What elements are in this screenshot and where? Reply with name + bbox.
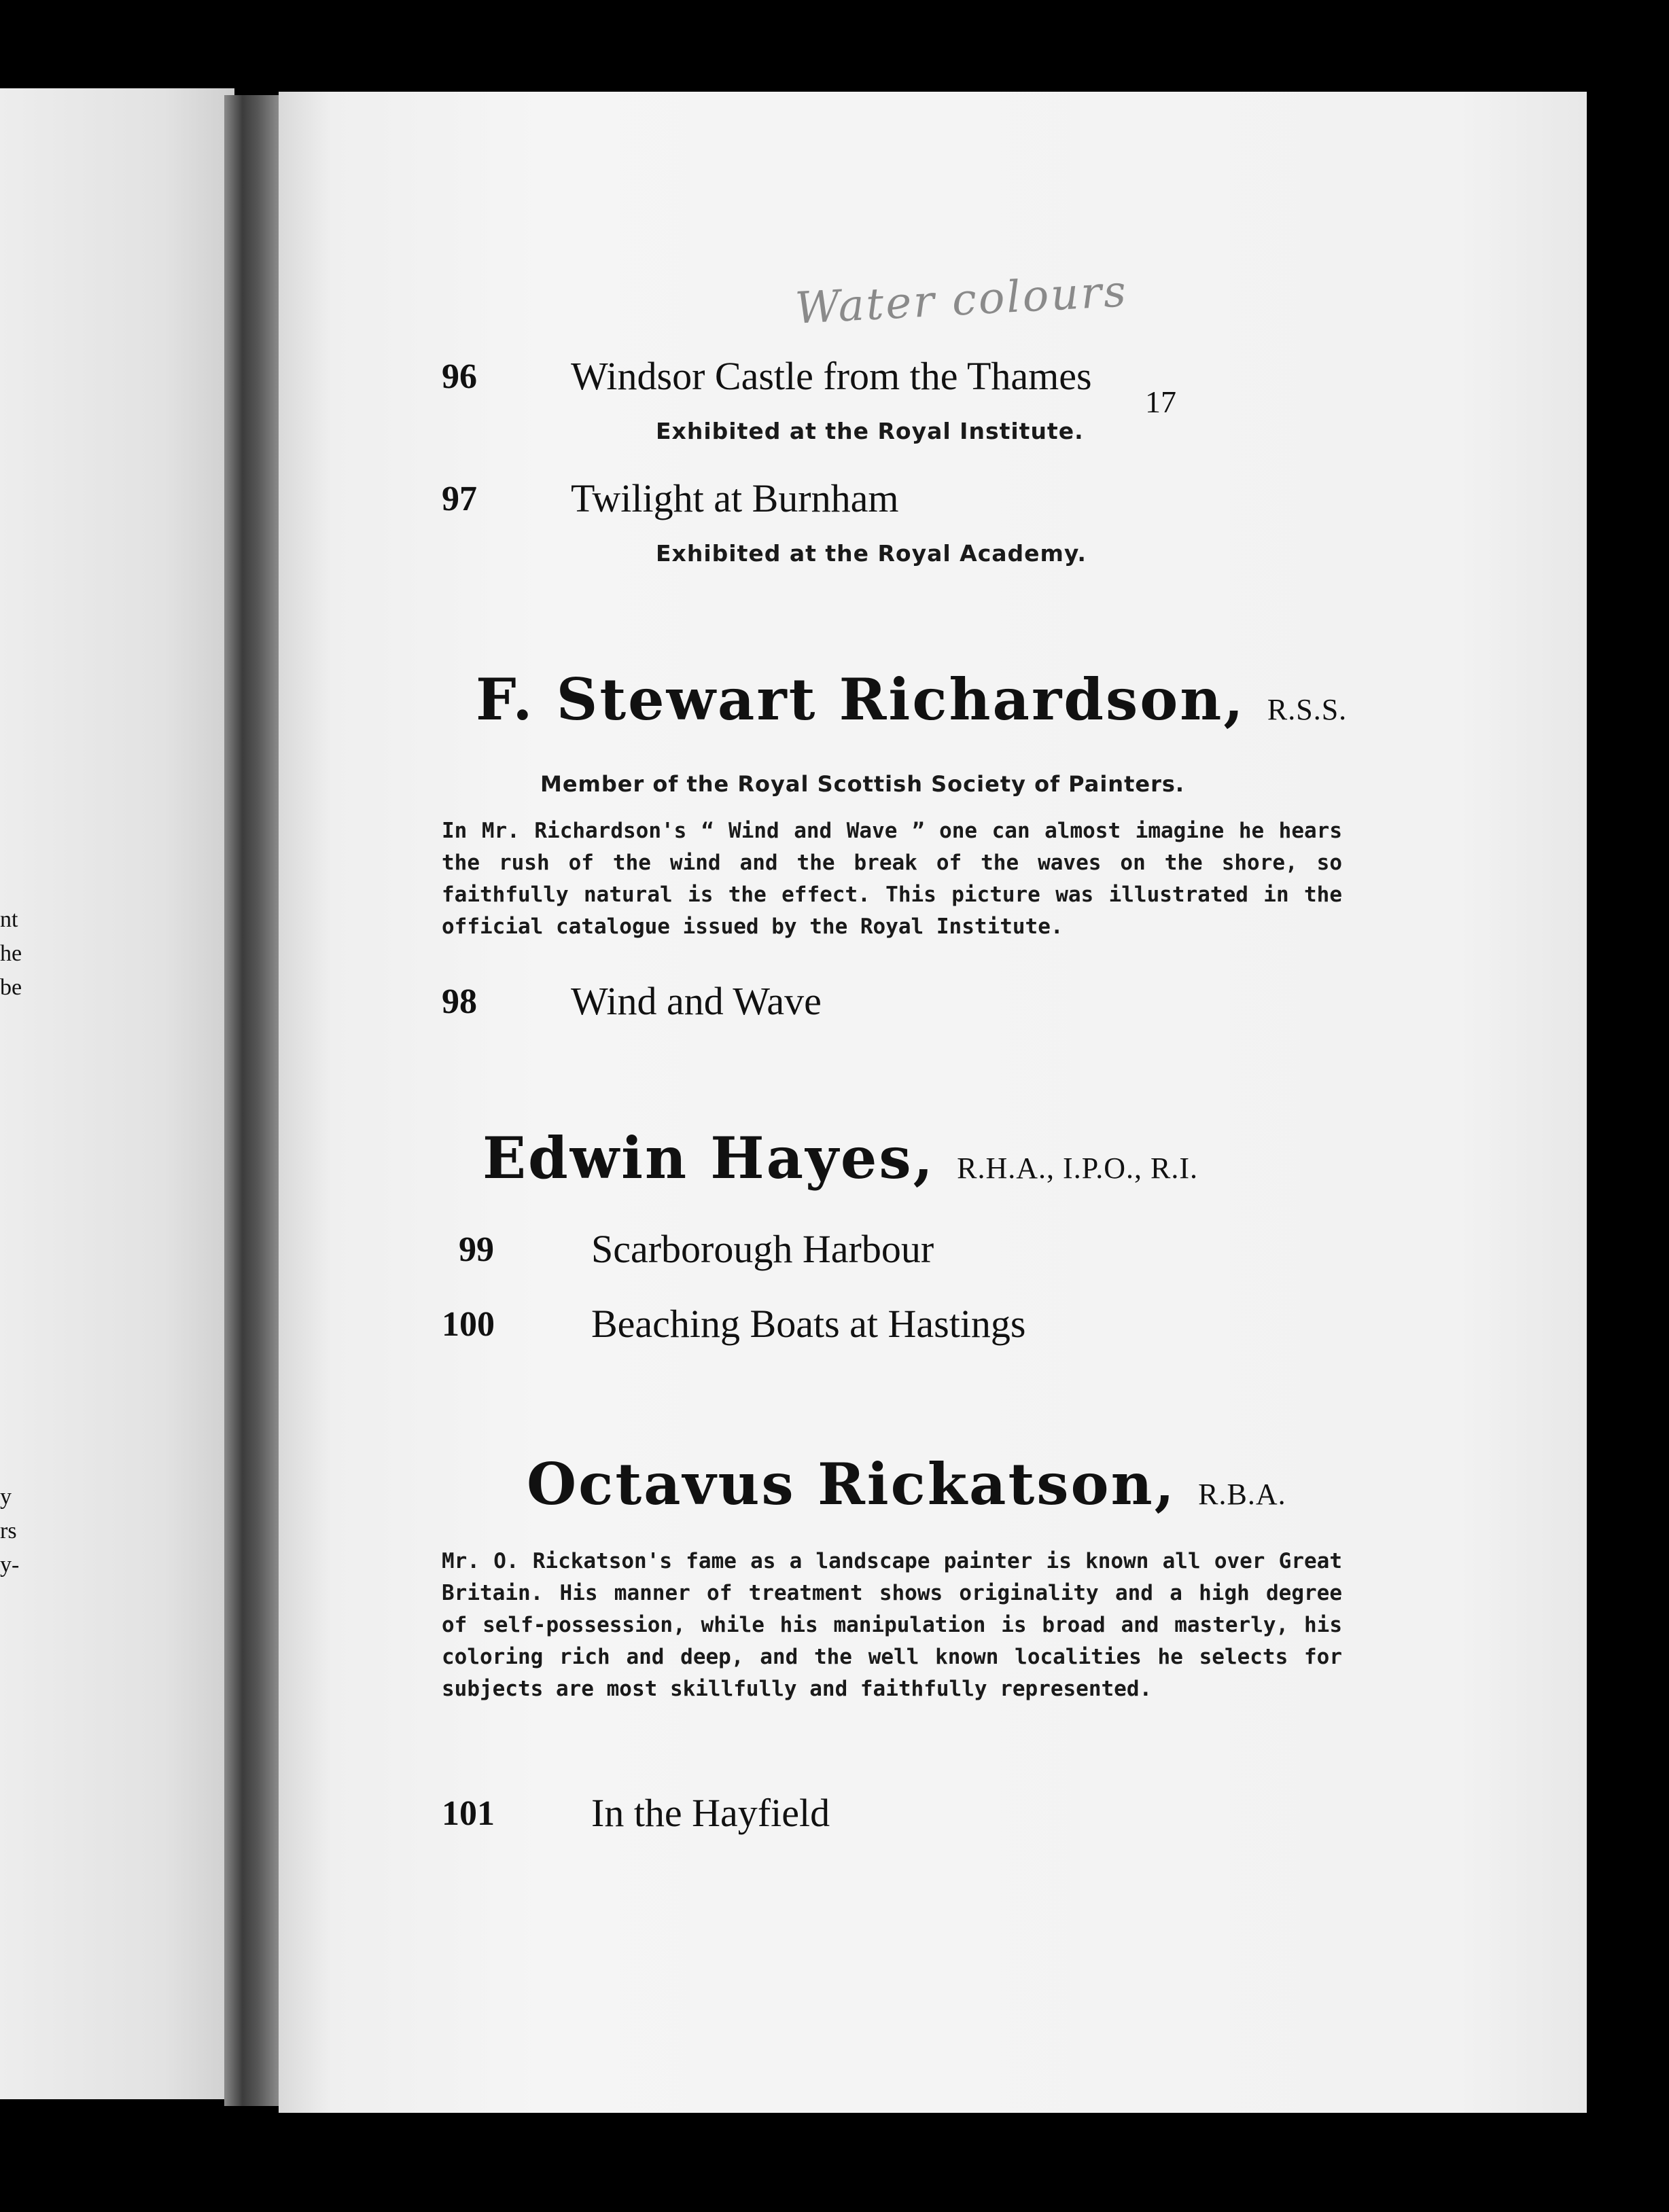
catalogue-page — [279, 92, 1587, 2113]
left-page-text-fragment: y- — [0, 1552, 20, 1577]
entry-number: 98 — [442, 982, 477, 1021]
entry-title: Scarborough Harbour — [591, 1227, 934, 1271]
left-page-text-fragment: rs — [0, 1518, 17, 1544]
artist-membership: Member of the Royal Scottish Society of Painters. — [540, 771, 1185, 797]
artist-heading — [476, 666, 1347, 733]
left-page-text-fragment: be — [0, 975, 22, 1000]
book-gutter — [224, 95, 285, 2106]
entry-title: Beaching Boats at Hastings — [591, 1302, 1026, 1346]
artist-honors: R.S.S. — [1267, 693, 1348, 726]
artist-name: Edwin Hayes, — [482, 1124, 935, 1192]
artist-description: In Mr. Richardson's “ Wind and Wave ” one can almost imagine he hears the rush of the wind and the break of the waves on the shore, so faithfully natural is the effect. This picture was illustrated in the official catalogue issued by the Royal Institute. — [442, 819, 1342, 939]
artist-heading — [527, 1450, 1286, 1518]
entry-note: Exhibited at the Royal Institute. — [656, 418, 1084, 444]
left-page-edge — [0, 88, 234, 2099]
page-number: 17 — [1145, 385, 1176, 419]
entry-title: In the Hayfield — [591, 1791, 830, 1835]
entry-title: Windsor Castle from the Thames — [571, 354, 1092, 398]
left-page-text-fragment: he — [0, 941, 22, 966]
entry-note: Exhibited at the Royal Academy. — [656, 540, 1087, 567]
artist-description: Mr. O. Rickatson's fame as a landscape painter is known all over Great Britain. His manner of treatment shows originality and a high degree of self-possession, while his manipulation is broad and masterly, his coloring rich and deep, and the well known localities he selects for subjects are most skillfully and faithfully represented. — [442, 1549, 1342, 1701]
left-page-text-fragment: y — [0, 1484, 12, 1510]
entry-title: Wind and Wave — [571, 979, 822, 1023]
artist-heading — [482, 1124, 1198, 1192]
handwritten-annotation: Water colours — [794, 266, 1129, 334]
entry-number: 99 — [459, 1230, 494, 1269]
entry-number: 96 — [442, 357, 477, 396]
entry-title: Twilight at Burnham — [571, 476, 899, 520]
left-page-text-fragment: nt — [0, 907, 18, 932]
artist-honors: R.H.A., I.P.O., R.I. — [957, 1152, 1199, 1185]
entry-number: 100 — [442, 1305, 495, 1344]
artist-honors: R.B.A. — [1198, 1478, 1286, 1511]
artist-name: F. Stewart Richardson, — [476, 666, 1246, 733]
entry-number: 97 — [442, 480, 477, 518]
artist-name: Octavus Rickatson, — [527, 1450, 1176, 1518]
entry-number: 101 — [442, 1794, 495, 1833]
